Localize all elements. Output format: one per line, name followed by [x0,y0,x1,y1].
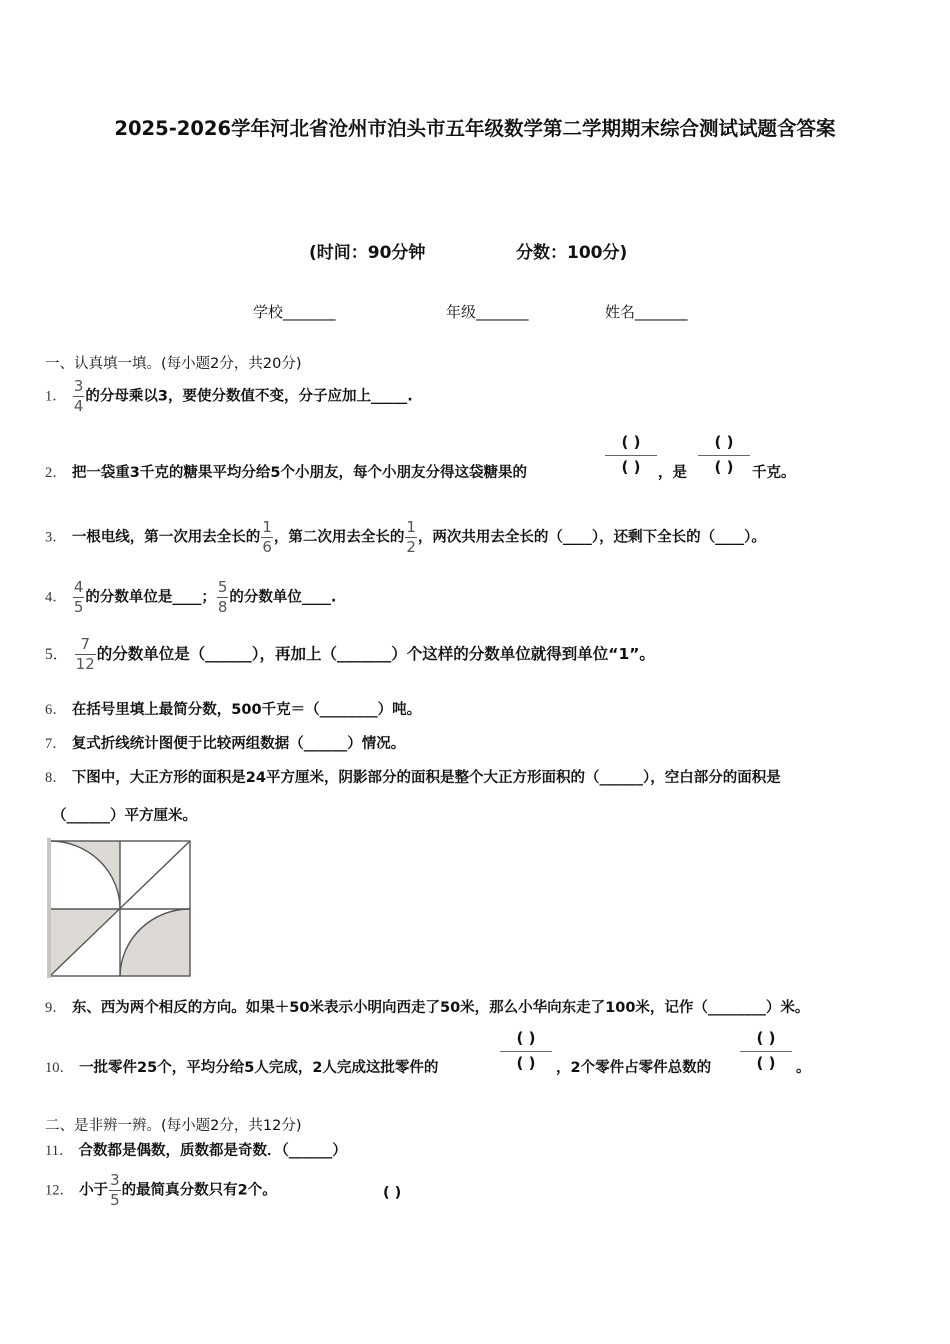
question-1 [45,379,413,414]
question-text: 在括号里填上最简分数，500千克＝（________）吨。 [71,702,422,718]
question-text: 小于 [79,1182,109,1199]
question-text: 把一袋重3千克的糖果平均分给5个小朋友，每个小朋友分得这袋糖果的 [71,465,527,481]
question-number: 3． [45,529,67,546]
question-number: 8． [45,770,67,786]
question-10-mid: ，2个零件占零件总数的 [556,1060,712,1076]
question-text: 的分数单位是____； [85,589,216,606]
name-field: 姓名_______ [605,303,688,321]
fraction-3-4: $\frac{3}{4}$ [73,377,84,415]
question-text: ，两次共用去全长的（____），还剩下全长的（____）。 [417,529,766,546]
question-text: 的分母乘以3，要使分数值不变，分子应加上_____. [85,388,413,405]
grade-field: 年级_______ [446,303,529,321]
question-text: 一批零件25个，平均分给5人完成，2人完成这批零件的 [79,1060,439,1076]
question-8-line-2: （______）平方厘米。 [52,808,197,824]
question-number: 1． [45,388,67,405]
question-text: ，第二次用去全长的 [273,529,405,546]
question-7 [45,732,405,753]
question-2-end: 千克。 [752,465,796,481]
fraction-7-12: $\frac{7}{12}$ [75,635,95,673]
question-number: 2． [45,465,67,481]
section-1-heading: 一、认真填一填。(每小题2分，共20分) [45,356,302,372]
question-9 [45,996,809,1017]
time-label: (时间：90分钟 [309,243,426,263]
fraction-3-5: $\frac{3}{5}$ [110,1171,120,1209]
question-12 [45,1173,277,1208]
question-number: 12． [45,1182,74,1199]
question-number: 5． [45,646,69,663]
question-3 [45,520,766,555]
question-text: 的分数单位是（______），再加上（_______）个这样的分数单位就得到单位“1”。 [96,645,655,663]
question-number: 10． [45,1060,74,1076]
question-2-mid: ，是 [658,465,687,481]
answer-fraction-blank[interactable]: ( ) ( ) [605,433,657,476]
question-text: 的最简真分数只有2个。 [121,1182,277,1199]
question-number: 9． [45,1000,67,1016]
question-10 [45,1056,438,1077]
fraction-4-5: $\frac{4}{5}$ [73,578,84,616]
answer-fraction-blank[interactable]: ( ) ( ) [740,1029,792,1072]
answer-fraction-blank[interactable]: ( ) ( ) [698,433,750,476]
square-figure [45,836,193,980]
score-label: 分数：100分) [516,243,628,263]
question-2 [45,461,527,482]
answer-fraction-blank[interactable]: ( ) ( ) [500,1029,552,1072]
question-text: 东、西为两个相反的方向。如果＋50米表示小明向西走了50米，那么小华向东走了100米，记作（________）米。 [71,1000,810,1016]
question-text: 的分数单位____. [229,589,337,606]
question-text: 复式折线统计图便于比较两组数据（______）情况。 [71,736,406,752]
question-10-end: 。 [796,1060,811,1076]
question-text: 下图中，大正方形的面积是24平方厘米，阴影部分的面积是整个大正方形面积的（______），空白部分的面积是 [71,770,781,786]
fraction-1-2: $\frac{1}{2}$ [406,518,416,556]
question-number: 7． [45,736,67,752]
question-number: 11． [45,1143,74,1159]
document-title: 2025-2026学年河北省沧州市泊头市五年级数学第二学期期末综合测试试题含答案 [114,117,836,140]
answer-paren[interactable]: ( ) [383,1185,402,1201]
school-field: 学校_______ [253,303,336,321]
question-8 [45,766,781,787]
fraction-1-6: $\frac{1}{6}$ [262,518,272,556]
section-2-heading: 二、是非辨一辨。(每小题2分，共12分) [45,1118,302,1134]
question-number: 4． [45,589,67,606]
question-5 [45,637,655,672]
fraction-5-8: $\frac{5}{8}$ [217,578,228,616]
question-11 [45,1139,347,1160]
question-text: 一根电线，第一次用去全长的 [71,529,261,546]
question-number: 6． [45,702,67,718]
figure-edge [47,838,51,978]
question-4 [45,580,336,615]
question-text: 合数都是偶数，质数都是奇数．（______） [78,1143,347,1159]
question-6 [45,698,421,719]
